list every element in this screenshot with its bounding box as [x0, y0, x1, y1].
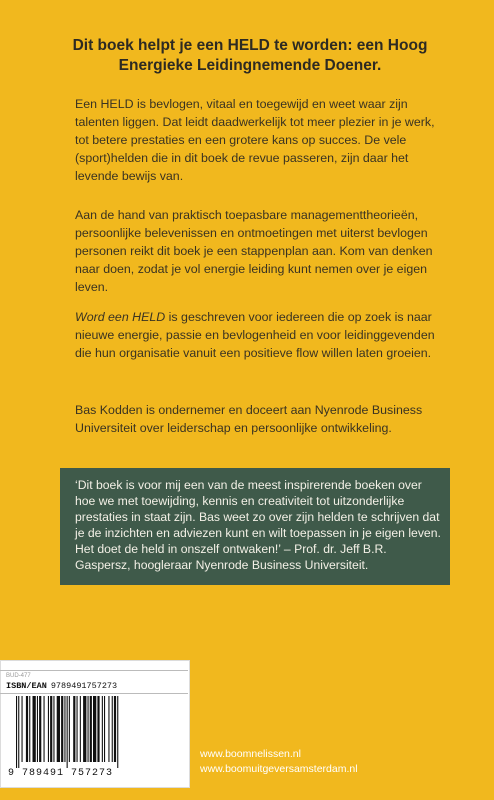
barcode-bar [114, 696, 116, 762]
barcode-bar [73, 696, 75, 762]
barcode-bar [117, 696, 118, 768]
barcode-bar [69, 696, 70, 762]
barcode-bar [93, 696, 96, 762]
publisher-url[interactable]: www.boomnelissen.nl [200, 748, 301, 760]
barcode-bar [57, 696, 60, 762]
barcode-bar [104, 696, 105, 762]
book-title: Word een HELD [75, 310, 166, 324]
barcode-bar [77, 696, 78, 762]
barcode-bar [67, 696, 68, 768]
barcode-bar [61, 696, 63, 762]
barcode-image [14, 696, 172, 768]
barcode-bar [39, 696, 41, 762]
sticker-divider [0, 670, 188, 671]
barcode-bar [102, 696, 103, 762]
barcode-bar [33, 696, 36, 762]
isbn-row [6, 681, 117, 691]
barcode-bar [90, 696, 92, 762]
paragraph-audience-text: is geschreven voor iedereen die op zoek is naar nieuwe energie, passie en bevlogenheid en voor leidinggevenden die hun organisatie vanuit een positieve flow willen laten groeien. [75, 310, 435, 360]
barcode-bar [64, 696, 65, 762]
barcode-bar [83, 696, 86, 762]
barcode-bar [44, 696, 45, 762]
barcode-bar [37, 696, 38, 762]
barcode-bar [53, 696, 54, 762]
barcode-bar [26, 696, 28, 762]
sticker-code: BUD-477 [6, 673, 31, 679]
isbn-value: 9789491757273 [50, 681, 118, 691]
barcode-bar [22, 696, 23, 762]
barcode-bar [16, 696, 17, 768]
publisher-url[interactable]: www.boomuitgeversamsterdam.nl [200, 763, 358, 775]
barcode-bar [112, 696, 113, 762]
paragraph-intro: Een HELD is bevlogen, vitaal en toegewijd en weet waar zijn talenten liggen. Dat leidt daadwerkelijk tot meer plezier in je werk, tot betere prestaties en een grotere kans op succes. De vele (sport)helden die in dit boek de revue passeren, zijn daar het levende bewijs van. [75, 97, 435, 183]
barcode-bar [88, 696, 89, 762]
sticker-divider [0, 693, 188, 694]
endorsement-quote: ‘Dit boek is voor mij een van de meest inspirerende boeken over hoe we met toewijding, kennis en creativiteit tot uitzonderlijke prestaties in staat zijn. Bas weet zo over zijn helden te schrijven dat je de inzichten en adviezen kunt en wilt toepassen in je eigen leven. Het doet de held in onszelf ontwaken!’ – Prof. dr. Jeff B.R. Gaspersz, hoogleraar Nyenrode Business Universiteit. [75, 478, 441, 572]
paragraph-method: Aan de hand van praktisch toepasbare managementtheorieën, persoonlijke belevenissen en ontmoetingen met uiterst bevlogen personen reikt dit boek je een stappenplan aan. Kom van denken naar doen, zodat je vol energie leiding kunt nemen over je eigen leven. [75, 208, 433, 294]
headline: Dit boek helpt je een HELD te worden: een Hoog Energieke Leidingnemende Doener. [72, 37, 428, 74]
barcode-bar [29, 696, 30, 762]
barcode-bar [18, 696, 19, 768]
barcode-bar [108, 696, 109, 762]
barcode-digits: 9 789491 757273 [8, 768, 114, 779]
barcode-bar [80, 696, 81, 762]
paragraph-author: Bas Kodden is ondernemer en doceert aan Nyenrode Business Universiteit over leiderschap en persoonlijke ontwikkeling. [75, 403, 423, 435]
paragraph-audience [75, 308, 435, 362]
barcode-bar [50, 696, 52, 762]
barcode-bar [97, 696, 99, 762]
isbn-label: ISBN/EAN [6, 681, 47, 691]
barcode-bar [48, 696, 49, 762]
